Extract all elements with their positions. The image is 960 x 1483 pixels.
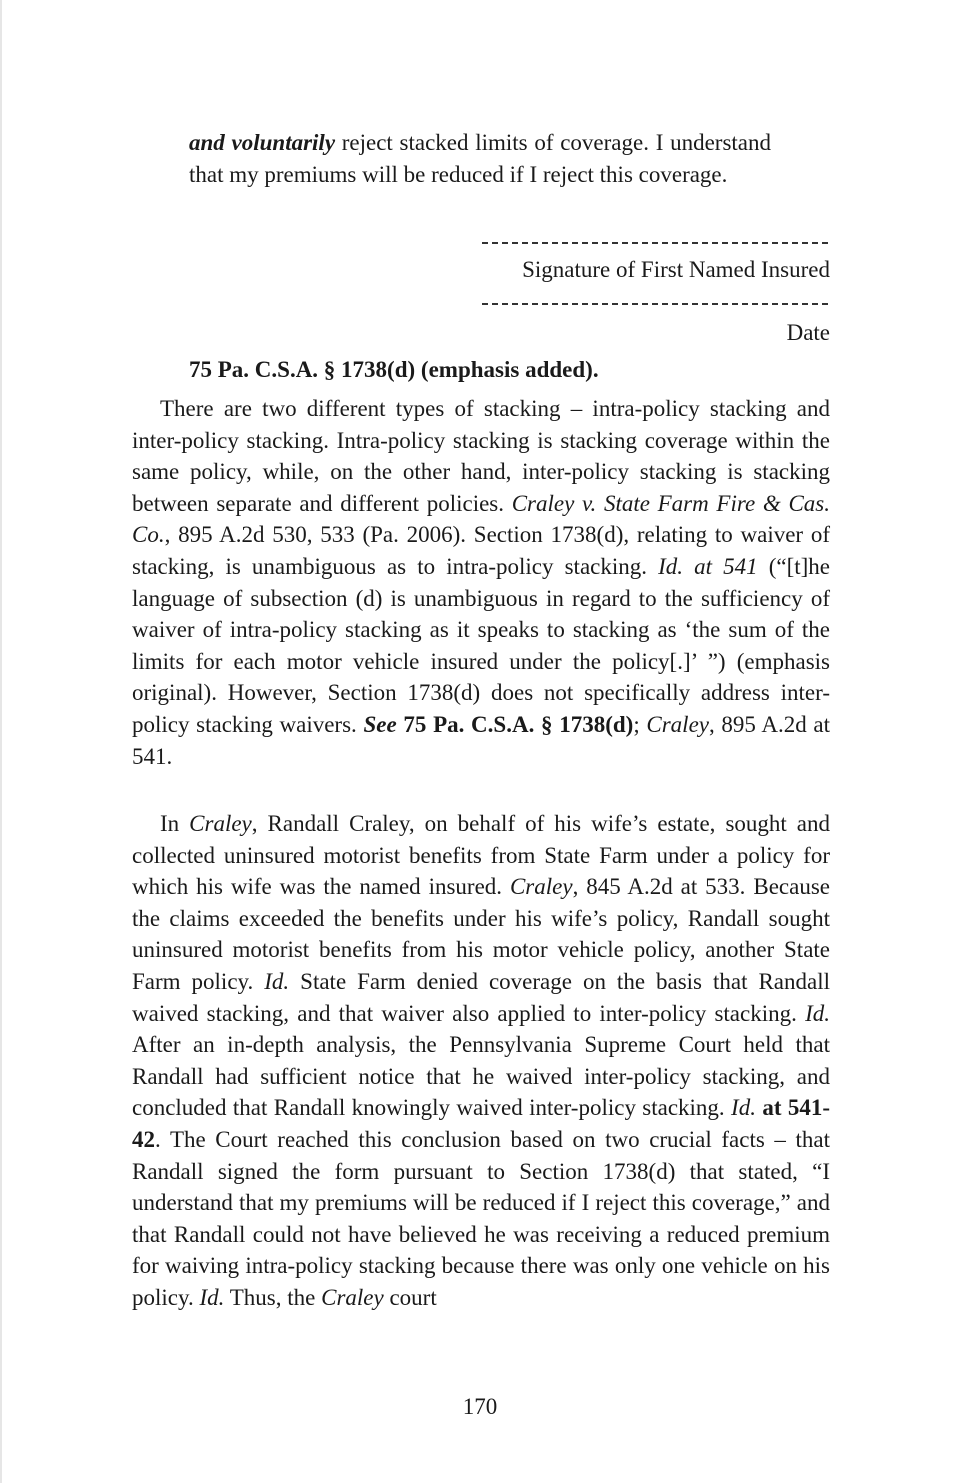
p2-text: , Randall Craley, on behalf of his wife’s estate, sought and collected uninsured motorist benefits from State Farm under a policy for which his wife was the named insured. [132,811,830,900]
pin-cite: Id. at 541 [658,553,758,579]
case-short-name: Craley [321,1284,384,1310]
date-label: Date [786,320,830,345]
p2-text: State Farm denied coverage on the basis that Randall waived stacking, and that waiver also applied to inter-policy stacking. [132,968,830,1026]
p2-text: In [160,811,190,836]
signature-line [482,242,828,244]
statute-cite: 75 Pa. C.S.A. § 1738(d) [396,711,634,737]
p2-text: court [383,1284,437,1310]
case-short-name: Craley [646,711,709,737]
p1-text: , 895 A.2d 530, 533 (Pa. 2006). Section 1738(d), relating to waiver of stacking, is unambiguous as to intra-policy stacking. [132,522,830,579]
case-short-name: Craley [509,874,573,900]
signal-see: See [363,711,397,737]
p1-text: , 895 A.2d at 541. [132,711,830,769]
id-cite: Id. [264,968,290,994]
date-line [482,303,828,305]
case-short-name: Craley [189,811,252,836]
pin-cite: at 541-42 [132,1095,830,1152]
signature-label: Signature of First Named Insured [522,257,830,282]
page-edge [0,0,2,1483]
p2-text: After an in-depth analysis, the Pennsylvania Supreme Court held that Randall had sufficient notice that he waived inter-policy stacking, and concluded that Randall knowingly waived inter-policy stacking. [132,1032,830,1121]
statute-quote [189,127,771,190]
p1-text: There are two different types of stacking – intra-policy stacking and inter-policy stacking. Intra-policy stacking is stacking coverage within the same policy, while, on the other hand, inter-policy stacking is stacking between separate and different policies. [132,396,830,516]
case-citation: Craley v. State Farm Fire & Cas. Co. [132,490,830,548]
p2-text: , 845 A.2d at 533. Because the claims exceeded the benefits under his wife’s policy, Randall sought uninsured motorist benefits from his motor vehicle policy, another State Farm policy. [132,874,830,994]
paragraph-1 [132,393,830,772]
paragraph-2 [132,808,830,1314]
quote-text: reject stacked limits of coverage. I understand that my premiums will be reduced if I reject this coverage. [189,130,771,187]
id-cite: Id. [731,1095,756,1121]
p2-text: Thus, the [224,1284,322,1310]
id-cite: Id. [805,1000,830,1026]
id-cite: Id. [199,1284,225,1310]
p2-text: . The Court reached this conclusion based on two crucial facts – that Randall signed the form pursuant to Section 1738(d) that stated, “I understand that my premiums will be reduced if I reject this coverage,” and that Randall could not have believed he was receiving a reduced premium for waiving intra-policy stacking because there was only one vehicle on his policy. [132,1126,830,1310]
p1-text: ; [633,711,647,737]
statute-citation: 75 Pa. C.S.A. § 1738(d) (emphasis added). [189,357,599,382]
p1-text: (“[t]he language of subsection (d) is unambiguous in regard to the sufficiency of waiver of intra-policy stacking as it speaks to stacking as ‘the sum of the limits for each motor vehicle insured under the policy[.]’ ”) (emphasis original). However, Section 1738(d) does not specifically address inter-policy stacking waivers. [132,553,830,737]
page-number: 170 [462,1394,498,1419]
quote-emphasis: and voluntarily [189,130,336,155]
